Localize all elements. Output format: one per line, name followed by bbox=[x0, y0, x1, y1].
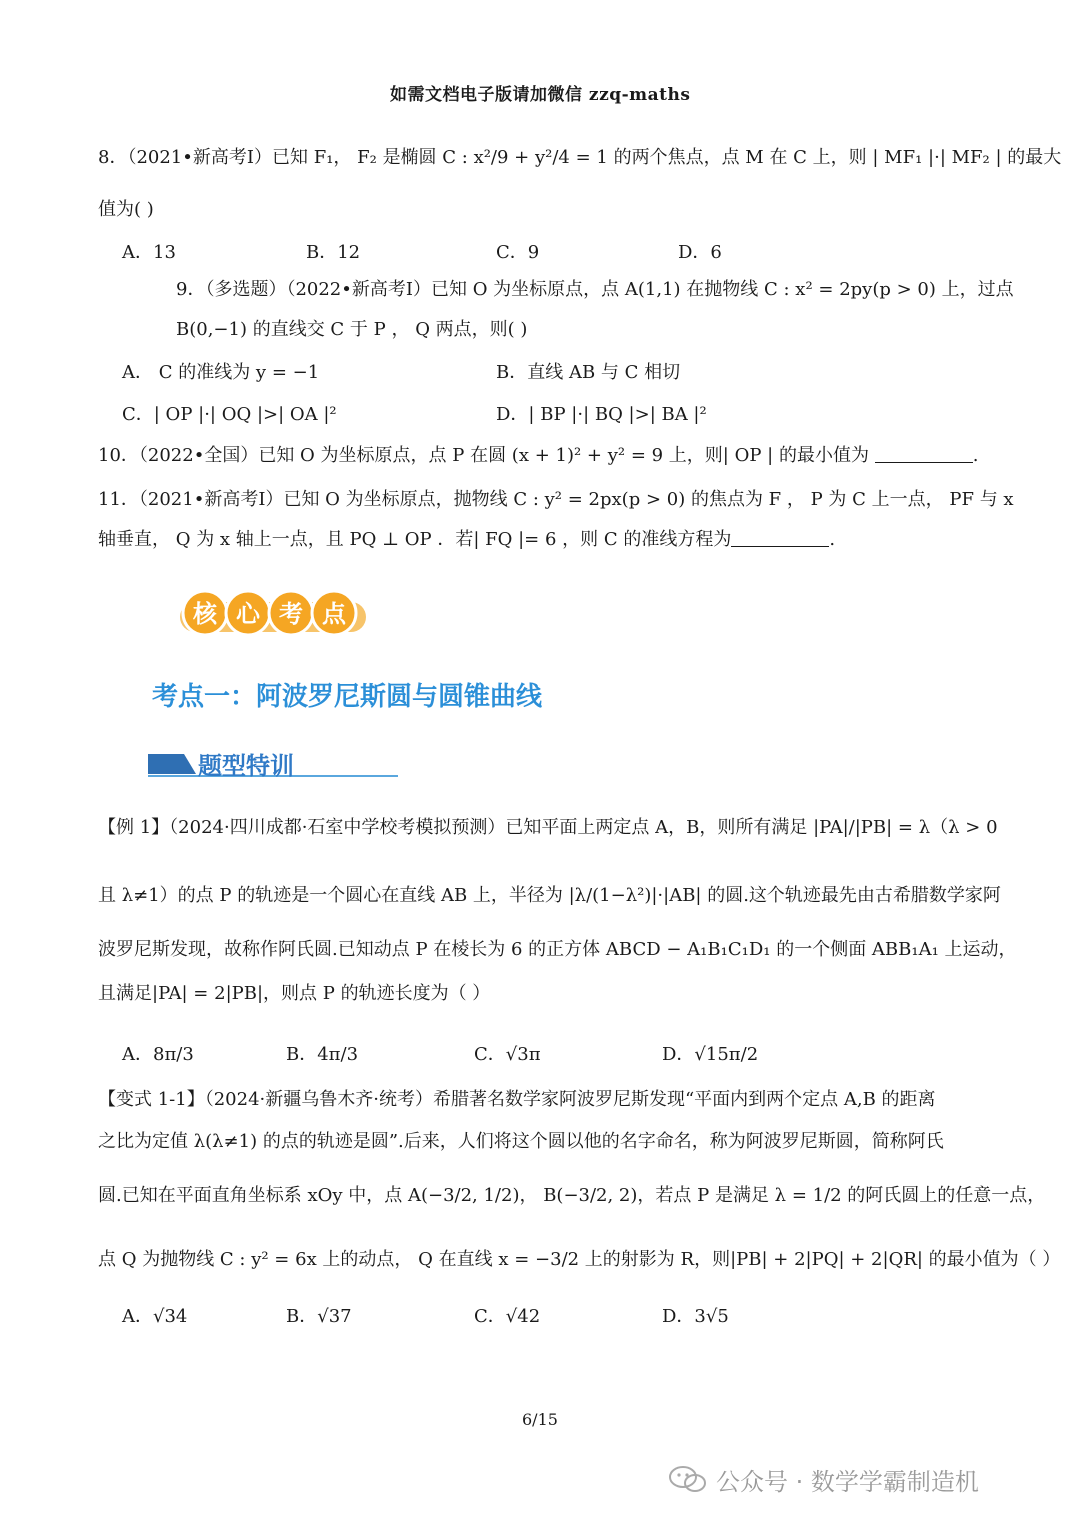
ex1-line1: 【例 1】（2024·四川成都·石室中学校考模拟预测）已知平面上两定点 A，B，则所有满足 |PA|/|PB| = λ（λ > 0 bbox=[98, 817, 998, 838]
q8-option-a: A．13 bbox=[122, 242, 176, 263]
q10-text bbox=[98, 444, 978, 468]
ex1-option-c: C．√3π bbox=[474, 1044, 541, 1065]
q11-line1: 11．（2021•新高考Ⅰ）已知 O 为坐标原点，抛物线 C : y² = 2px(p > 0) 的焦点为 F ， P 为 C 上一点， PF 与 x bbox=[98, 489, 1014, 510]
v11-option-a: A．√34 bbox=[122, 1306, 188, 1327]
q10-stem: 10．（2022•全国）已知 O 为坐标原点，点 P 在圆 (x + 1)² + y² = 9 上，则| OP | 的最小值为 bbox=[98, 445, 869, 466]
tx-label: 题型特训 bbox=[198, 752, 294, 780]
ex1-line4: 且满足|PA| = 2|PB|，则点 P 的轨迹长度为（ ） bbox=[98, 983, 491, 1004]
q11-line2 bbox=[98, 528, 835, 552]
badge-char-2: 心 bbox=[236, 600, 260, 628]
q9-option-a: A． C 的准线为 y = −1 bbox=[122, 362, 320, 383]
page-number: 6/15 bbox=[522, 1410, 558, 1429]
q8-option-b: B．12 bbox=[306, 242, 361, 263]
badge-char-3: 考 bbox=[279, 600, 303, 628]
q10-answer-blank bbox=[875, 444, 973, 463]
ex1-option-a: A．8π/3 bbox=[122, 1044, 194, 1065]
v11-option-c: C．√42 bbox=[474, 1306, 541, 1327]
q8-option-c: C．9 bbox=[496, 242, 540, 263]
ex1-line3: 波罗尼斯发现，故称作阿氏圆.已知动点 P 在棱长为 6 的正方体 ABCD − A₁B₁C₁D₁ 的一个侧面 ABB₁A₁ 上运动， bbox=[98, 939, 1017, 960]
q8-line1: 8．（2021•新高考Ⅰ）已知 F₁， F₂ 是椭圆 C : x²/9 + y²/4 = 1 的两个焦点，点 M 在 C 上，则 | MF₁ |·| MF₂ | 的最大 bbox=[98, 147, 1062, 168]
q11-stem: 轴垂直， Q 为 x 轴上一点，且 PQ ⊥ OP ．若| FQ |= 6 ，则 C 的准线方程为 bbox=[98, 529, 732, 550]
q9-option-c: C．| OP |·| OQ |>| OA |² bbox=[122, 404, 337, 425]
section-badge bbox=[178, 588, 368, 638]
q9-option-b: B．直线 AB 与 C 相切 bbox=[496, 362, 681, 383]
wechat-icon bbox=[668, 1464, 708, 1494]
v11-line2: 之比为定值 λ(λ≠1) 的点的轨迹是圆”.后来，人们将这个圆以他的名字命名，称为阿波罗尼斯圆，简称阿氏 bbox=[98, 1131, 944, 1152]
ex1-option-b: B．4π/3 bbox=[286, 1044, 359, 1065]
v11-option-b: B．√37 bbox=[286, 1306, 352, 1327]
v11-line3: 圆.已知在平面直角坐标系 xOy 中，点 A(−3/2, 1/2)， B(−3/2, 2)，若点 P 是满足 λ = 1/2 的阿氏圆上的任意一点， bbox=[98, 1185, 1046, 1206]
v11-line4: 点 Q 为抛物线 C : y² = 6x 上的动点， Q 在直线 x = −3/2 上的射影为 R，则|PB| + 2|PQ| + 2|QR| 的最小值为（ ） bbox=[98, 1249, 1061, 1270]
q11-answer-blank bbox=[731, 528, 829, 547]
watermark-text: 公众号 · 数学学霸制造机 bbox=[716, 1468, 979, 1496]
q8-line2: 值为( ) bbox=[98, 199, 154, 220]
q8-option-d: D．6 bbox=[678, 242, 722, 263]
v11-option-d: D．3√5 bbox=[662, 1306, 729, 1327]
ex1-option-d: D．√15π/2 bbox=[662, 1044, 759, 1065]
q9-line2: B(0,−1) 的直线交 C 于 P ， Q 两点，则( ) bbox=[176, 319, 528, 340]
q9-option-d: D．| BP |·| BQ |>| BA |² bbox=[496, 404, 707, 425]
q10-end: . bbox=[972, 445, 979, 466]
q9-line1: 9．（多选题）（2022•新高考Ⅰ）已知 O 为坐标原点，点 A(1,1) 在抛物线 C : x² = 2py(p > 0) 上，过点 bbox=[176, 279, 1014, 300]
badge-char-4: 点 bbox=[322, 600, 346, 628]
badge-char-1: 核 bbox=[193, 600, 217, 628]
kp1-title: 考点一：阿波罗尼斯圆与圆锥曲线 bbox=[152, 682, 543, 712]
ex1-line2: 且 λ≠1）的点 P 的轨迹是一个圆心在直线 AB 上，半径为 |λ/(1−λ²)|·|AB| 的圆.这个轨迹最先由古希腊数学家阿 bbox=[98, 885, 1001, 906]
tx-bar-shape bbox=[148, 754, 196, 774]
page-header: 如需文档电子版请加微信 zzq-maths bbox=[390, 85, 691, 105]
q11-end: . bbox=[829, 529, 836, 550]
v11-line1: 【变式 1-1】（2024·新疆乌鲁木齐·统考）希腊著名数学家阿波罗尼斯发现“平面内到两个定点 A,B 的距离 bbox=[98, 1089, 936, 1110]
